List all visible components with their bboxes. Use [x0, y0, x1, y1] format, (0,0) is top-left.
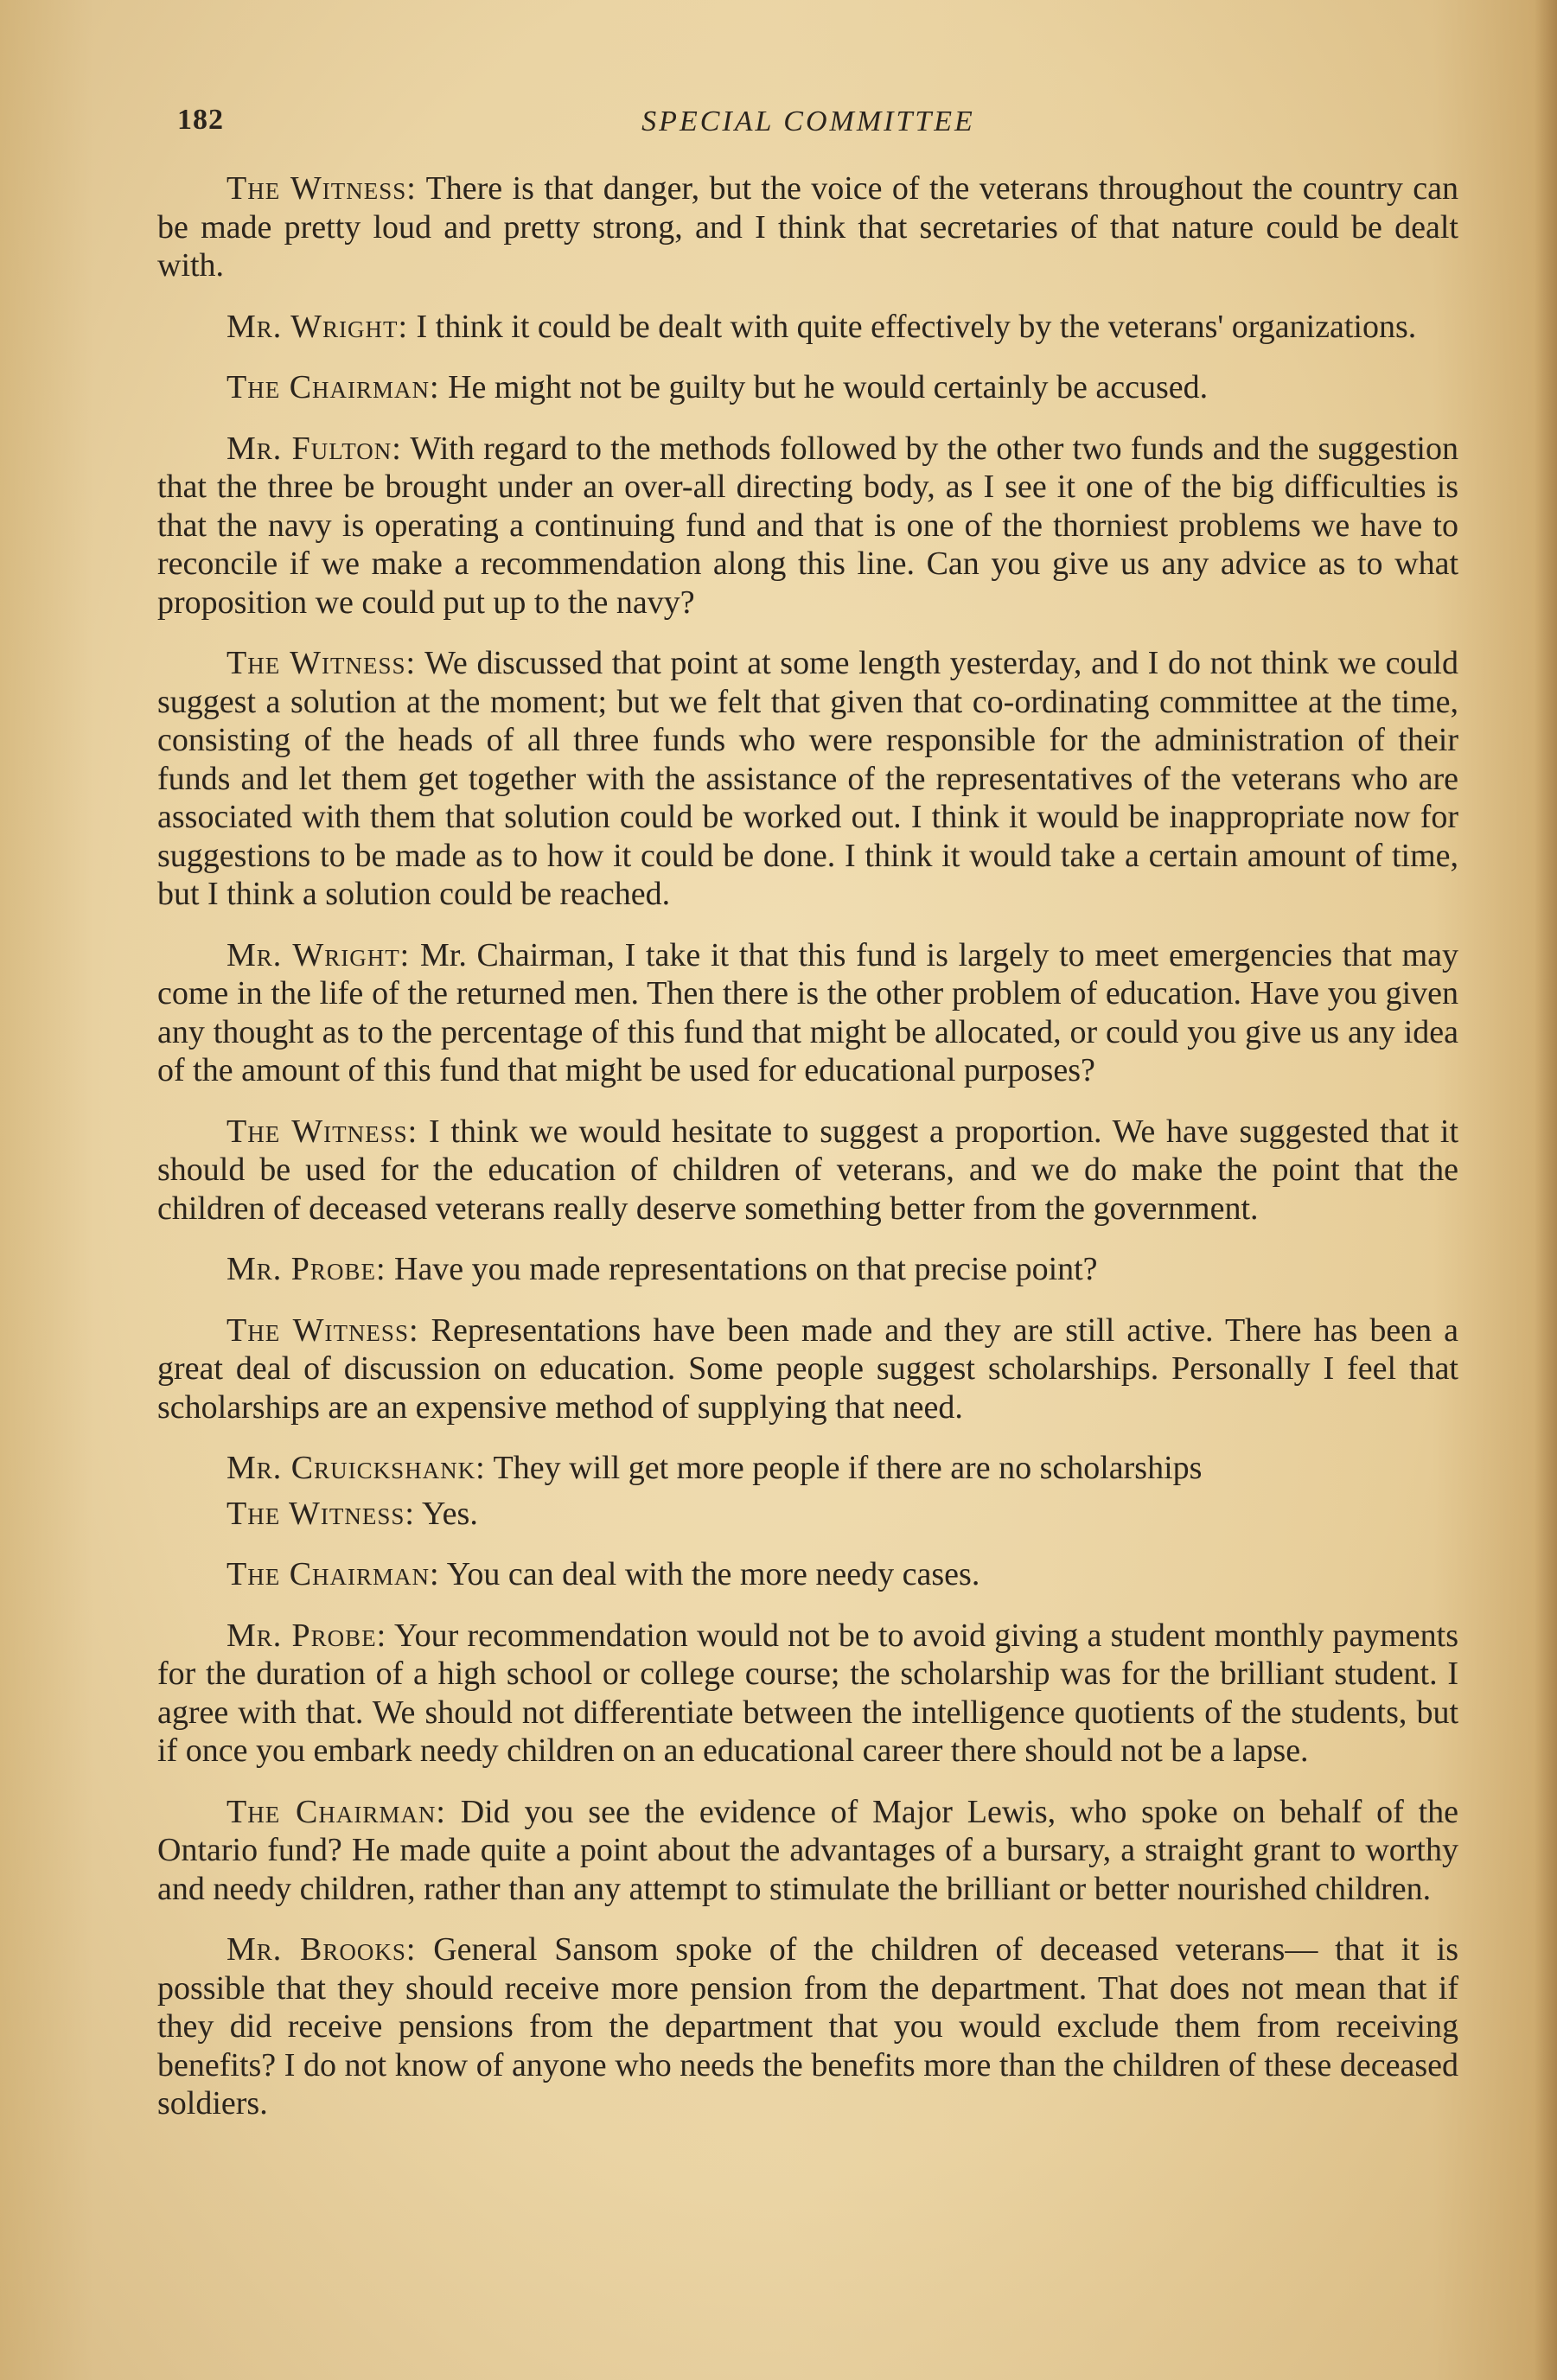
speaker-label: The Chairman: — [227, 1556, 440, 1592]
speaker-label: Mr. Probe: — [227, 1617, 387, 1654]
speaker-label: The Witness: — [227, 1311, 419, 1349]
paragraph-text: I think it could be dealt with quite effectively by the veterans' organizations. — [416, 308, 1417, 345]
transcript-paragraph — [157, 644, 1458, 914]
transcript-paragraph — [157, 1793, 1458, 1909]
speaker-label: The Witness: — [227, 1495, 415, 1532]
speaker-label: Mr. Wright: — [227, 936, 411, 973]
page-edge-shadow — [1535, 0, 1557, 2380]
transcript-paragraph — [157, 1930, 1458, 2123]
transcript-paragraph — [157, 1113, 1458, 1228]
paragraph-text: We discussed that point at some length yesterday, and I do not think we could suggest a solution at the moment; but we felt that given that co-ordinating committee at the time, consisting of the heads of all three funds who were responsible for the administration of their funds and let them get together with the assistance of the representatives of the veterans who are associated with them that solution could be worked out. I think it would be inappropriate now for suggestions to be made as to how it could be done. I think it would take a certain amount of time, but I think a solution could be reached. — [157, 645, 1458, 912]
paragraph-text: They will get more people if there are no scholarships — [493, 1450, 1203, 1486]
transcript-paragraph — [157, 430, 1458, 622]
paragraph-text: You can deal with the more needy cases. — [446, 1556, 980, 1592]
speaker-label: Mr. Fulton: — [227, 430, 402, 467]
transcript-paragraph — [157, 1555, 1458, 1594]
speaker-label: The Witness: — [227, 1113, 418, 1150]
paragraph-text: He might not be guilty but he would certainly be accused. — [448, 369, 1209, 405]
paragraph-text: With regard to the methods followed by the other two funds and the suggestion that the three be brought under an over-all directing body, as I see it one of the big difficulties is that the navy is operating a continuing fund and that is one of the thorniest problems we have to reconcile if we make a recommendation along this line. Can you give us any advice as to what proposition we could put up to the navy? — [157, 430, 1458, 621]
running-head: SPECIAL COMMITTEE — [641, 105, 975, 137]
speaker-label: Mr. Cruickshank: — [227, 1450, 486, 1486]
transcript-paragraph — [157, 936, 1458, 1090]
transcript-body — [157, 169, 1458, 2146]
speaker-label: The Witness: — [227, 170, 417, 207]
speaker-label: The Witness: — [227, 645, 417, 681]
paragraph-text: I think we would hesitate to suggest a proportion. We have suggested that it should be used for the education of children of veterans, and we do make the point that the children of deceased veterans really deserve something better from the government. — [157, 1113, 1459, 1227]
transcript-paragraph — [157, 1495, 1458, 1534]
speaker-label: Mr. Probe: — [227, 1251, 386, 1287]
speaker-label: The Chairman: — [227, 1793, 446, 1830]
speaker-label: Mr. Brooks: — [227, 1931, 417, 1968]
paragraph-text: Did you see the evidence of Major Lewis, who spoke on behalf of the Ontario fund? He made quite a point about the advantages of a bursary, a straight grant to worthy and needy children, rather than any attempt to stimulate the brilliant or better nourished children. — [157, 1793, 1458, 1907]
page-header — [177, 97, 1439, 149]
transcript-paragraph — [157, 308, 1458, 347]
transcript-paragraph — [157, 1311, 1458, 1427]
paragraph-text: Your recommendation would not be to avoid giving a student monthly payments for the duration of a high school or college course; the scholarship was for the brilliant student. I agree with that. We should not differentiate between the intelligence quotients of the students, but if once you embark needy children on an educational career there should not be a lapse. — [157, 1617, 1459, 1769]
transcript-paragraph — [157, 1250, 1458, 1289]
speaker-label: The Chairman: — [227, 369, 440, 405]
paragraph-text: There is that danger, but the voice of the veterans throughout the country can be made pretty loud and pretty strong, and I think that secretaries of that nature could be dealt with. — [157, 170, 1458, 284]
paragraph-text: Yes. — [422, 1495, 478, 1532]
speaker-label: Mr. Wright: — [227, 308, 409, 345]
transcript-paragraph — [157, 1617, 1458, 1771]
paragraph-text: Representations have been made and they are still active. There has been a great deal of discussion on education. Some people suggest scholarships. Personally I feel that scholarships are an expensive method of supplying that need. — [157, 1311, 1459, 1426]
transcript-paragraph — [157, 368, 1458, 407]
page-number: 182 — [177, 104, 224, 136]
paragraph-text: Have you made representations on that precise point? — [394, 1251, 1098, 1287]
transcript-paragraph — [157, 169, 1458, 285]
paragraph-text: General Sansom spoke of the children of deceased veterans— that it is possible that they should receive more pension from the department. That does not mean that if they did receive pensions from the department that you would exclude them from receiving benefits? I do not know of anyone who needs the benefits more than the children of these deceased soldiers. — [157, 1931, 1458, 2122]
paragraph-text: Mr. Chairman, I take it that this fund is largely to meet emergencies that may come in the life of the returned men. Then there is the other problem of education. Have you given any thought as to the percentage of this fund that might be allocated, or could you give us any idea of the amount of this fund that might be used for educational purposes? — [157, 936, 1458, 1088]
transcript-paragraph — [157, 1449, 1458, 1488]
